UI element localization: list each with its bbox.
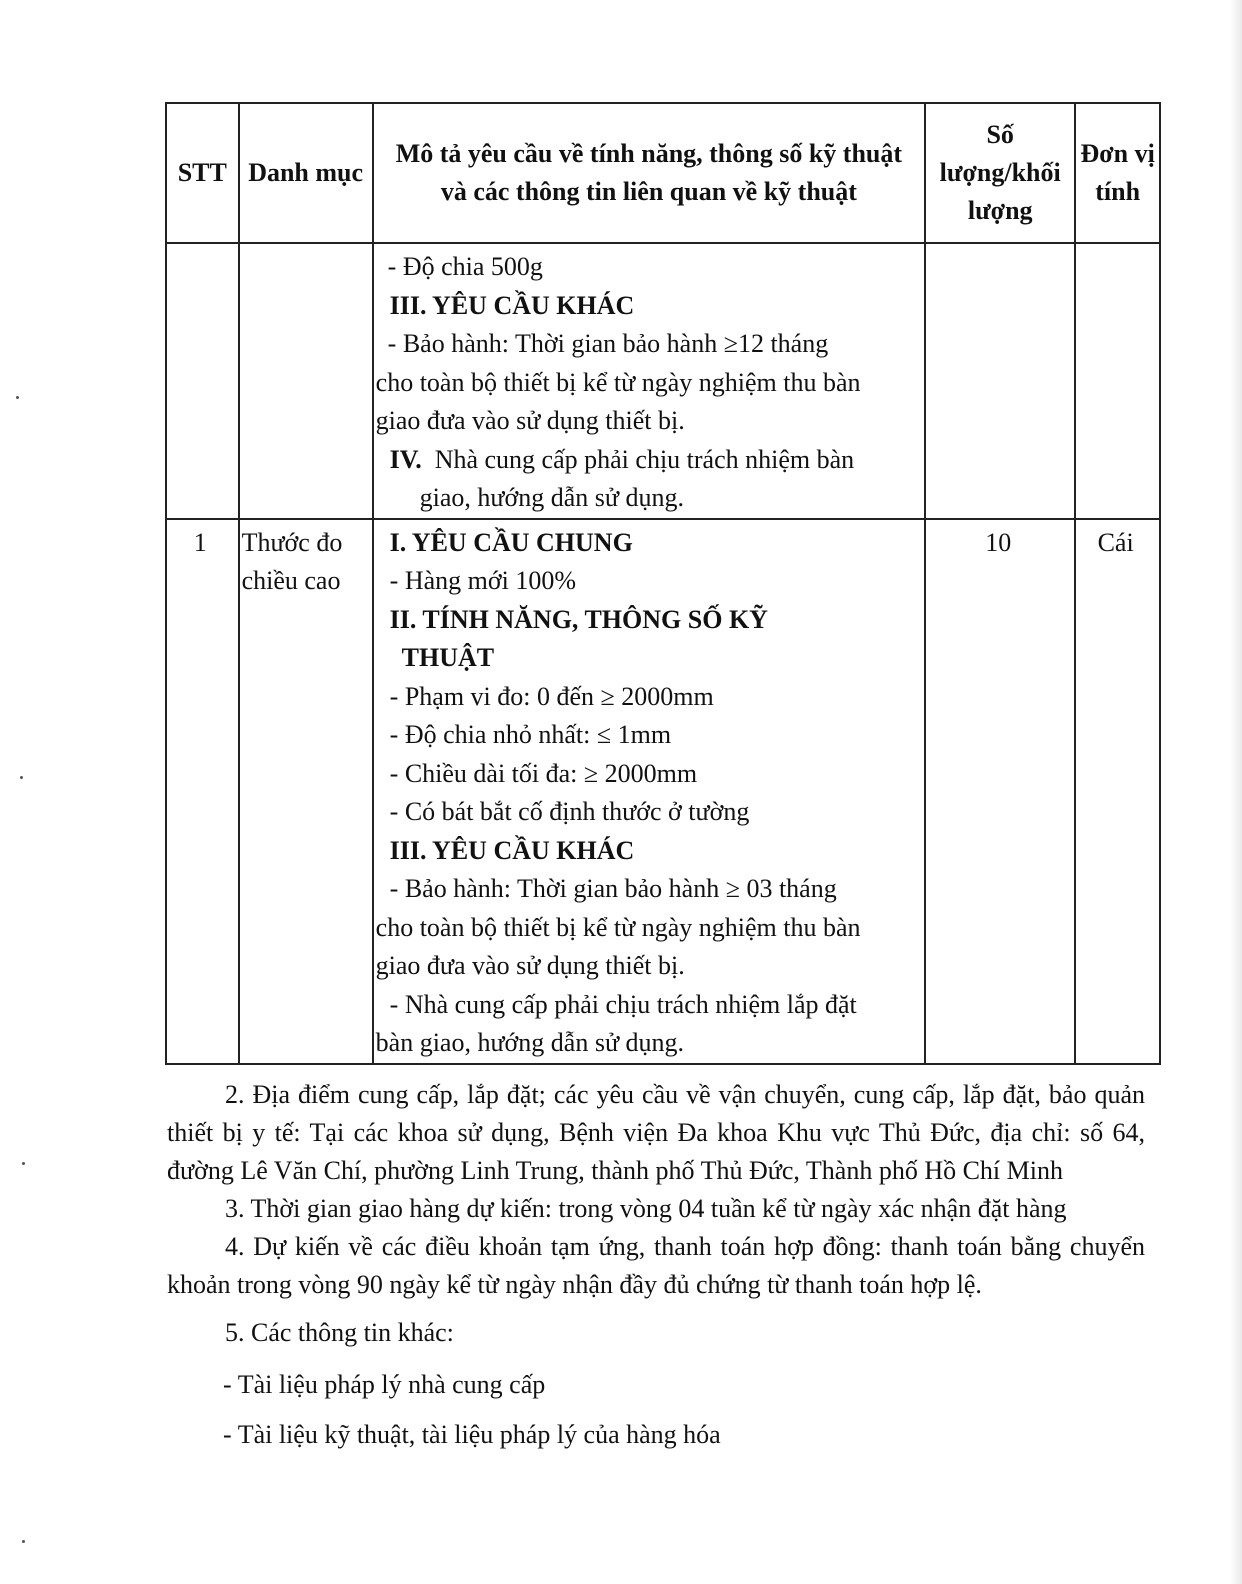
desc-line: - Bảo hành: Thời gian bảo hành ≥12 tháng	[387, 329, 829, 358]
scan-speck	[16, 396, 19, 399]
desc-line: giao đưa vào sử dụng thiết bị.	[375, 951, 685, 980]
desc-line: - Độ chia 500g	[387, 252, 543, 281]
danh-muc-line: chiều cao	[241, 566, 341, 595]
desc-heading: III. YÊU CẦU KHÁC	[389, 290, 635, 320]
cell-don-vi	[1075, 243, 1160, 519]
danh-muc-line: Thước đo	[241, 527, 343, 557]
header-so-luong-line: lượng	[967, 196, 1033, 225]
scan-edge	[1230, 0, 1242, 1584]
desc-line: - Có bát bắt cố định thước ở tường	[389, 797, 750, 826]
scan-speck	[22, 1162, 25, 1165]
bullet-supplier-legal-docs: - Tài liệu pháp lý nhà cung cấp	[223, 1370, 546, 1399]
cell-stt	[166, 243, 239, 519]
desc-line: giao, hướng dẫn sử dụng.	[419, 483, 685, 512]
desc-heading: THUẬT	[401, 643, 495, 672]
cell-mo-ta	[373, 243, 925, 519]
desc-line: cho toàn bộ thiết bị kể từ ngày nghiệm thu bàn	[375, 367, 861, 397]
body-text	[167, 1076, 1145, 1454]
header-don-vi-line: tính	[1095, 177, 1141, 206]
header-danh-muc: Danh mục	[239, 103, 373, 243]
cell-mo-ta	[373, 519, 925, 1064]
table-header-row	[166, 103, 1160, 243]
cell-don-vi: Cái	[1075, 519, 1160, 1064]
cell-danh-muc	[239, 243, 373, 519]
header-so-luong-line: Số	[986, 120, 1014, 149]
desc-line-iv: IV. Nhà cung cấp phải chịu trách nhiệm bàn	[389, 444, 855, 474]
table-row	[166, 519, 1160, 1064]
desc-line: bàn giao, hướng dẫn sử dụng.	[375, 1028, 685, 1057]
header-so-luong-line: lượng/khối	[939, 158, 1061, 187]
desc-line: - Bảo hành: Thời gian bảo hành ≥ 03 tháng	[389, 874, 837, 903]
desc-line: - Hàng mới 100%	[389, 566, 576, 595]
desc-line: - Độ chia nhỏ nhất: ≤ 1mm	[389, 720, 672, 749]
scan-speck	[22, 1540, 25, 1543]
paragraph-delivery-location: 2. Địa điểm cung cấp, lắp đặt; các yêu cầu về vận chuyển, cung cấp, lắp đặt, bảo quản thiết bị y tế: Tại các khoa sử dụng, Bệnh viện Đa khoa Khu vực Thủ Đức, địa chỉ: số 64, đường Lê Văn Chí, phường Linh Trung, thành phố Thủ Đức, Thành phố Hồ Chí Minh	[167, 1080, 1145, 1185]
header-don-vi	[1075, 103, 1160, 243]
header-so-luong	[925, 103, 1075, 243]
paragraph-other-info: 5. Các thông tin khác:	[225, 1318, 454, 1347]
bullet-technical-docs: - Tài liệu kỹ thuật, tài liệu pháp lý của hàng hóa	[223, 1420, 721, 1449]
cell-danh-muc	[239, 519, 373, 1064]
cell-stt: 1	[166, 519, 239, 1064]
paragraph-payment-terms: 4. Dự kiến về các điều khoản tạm ứng, thanh toán hợp đồng: thanh toán bằng chuyển khoản trong vòng 90 ngày kể từ ngày nhận đầy đủ chứng từ thanh toán hợp lệ.	[167, 1232, 1145, 1299]
paragraph-delivery-time: 3. Thời gian giao hàng dự kiến: trong vòng 04 tuần kể từ ngày xác nhận đặt hàng	[225, 1194, 1067, 1223]
desc-heading: II. TÍNH NĂNG, THÔNG SỐ KỸ	[389, 604, 768, 634]
cell-so-luong	[925, 243, 1075, 519]
desc-roman-iv: IV.	[389, 444, 422, 474]
table-row	[166, 243, 1160, 519]
specification-table	[165, 102, 1161, 1065]
header-mo-ta: Mô tả yêu cầu về tính năng, thông số kỹ thuật và các thông tin liên quan về kỹ thuật	[373, 103, 925, 243]
cell-so-luong: 10	[925, 519, 1075, 1064]
desc-heading: III. YÊU CẦU KHÁC	[389, 835, 635, 865]
desc-heading: I. YÊU CẦU CHUNG	[389, 527, 633, 557]
header-stt: STT	[166, 103, 239, 243]
desc-line: giao đưa vào sử dụng thiết bị.	[375, 406, 685, 435]
header-don-vi-line: Đơn vị	[1080, 139, 1155, 168]
scan-speck	[20, 776, 23, 779]
desc-line: - Chiều dài tối đa: ≥ 2000mm	[389, 758, 698, 788]
desc-line: - Phạm vi đo: 0 đến ≥ 2000mm	[389, 681, 714, 711]
desc-line: - Nhà cung cấp phải chịu trách nhiệm lắp đặt	[389, 989, 857, 1019]
desc-line: cho toàn bộ thiết bị kể từ ngày nghiệm thu bàn	[375, 912, 861, 942]
